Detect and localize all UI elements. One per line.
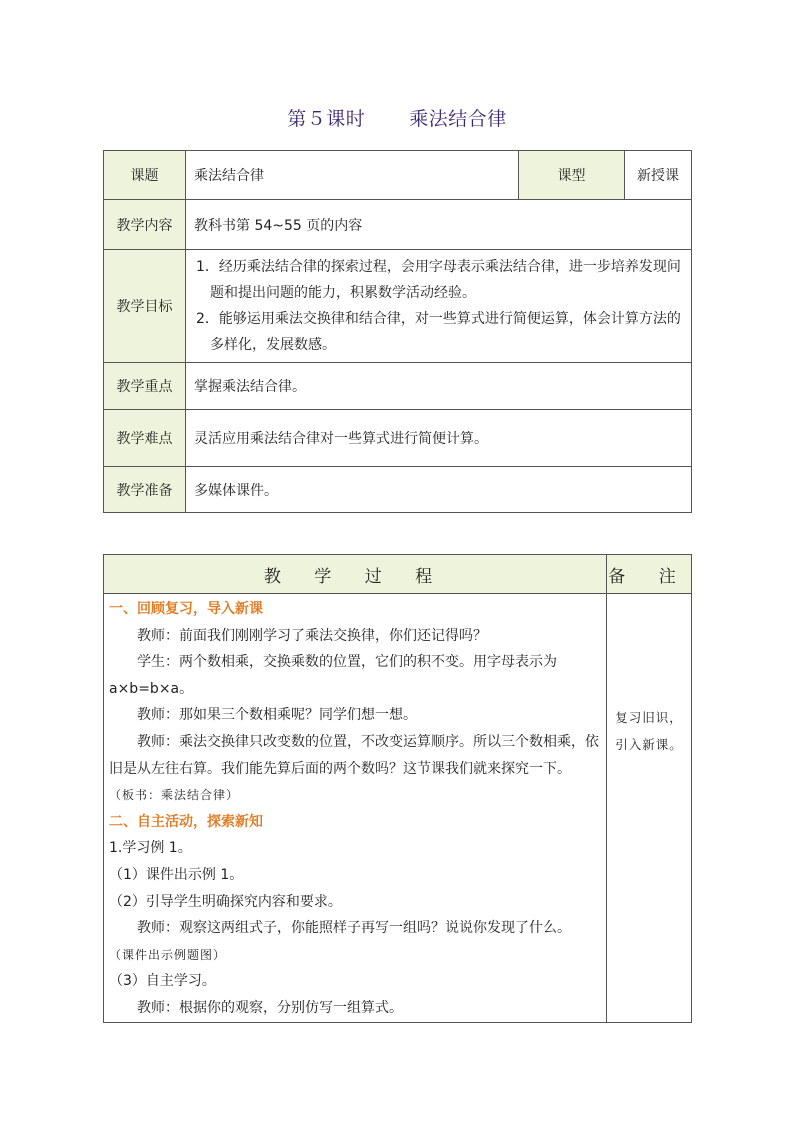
note-line: 复习旧识， bbox=[615, 710, 683, 725]
process-line: 学生：两个数相乘，交换乘数的位置，它们的积不变。用字母表示为 a×b=b×a。 bbox=[109, 654, 557, 697]
content-label: 教学内容 bbox=[104, 200, 186, 250]
teaching-process-table bbox=[103, 554, 692, 1023]
goal-item: 2．能够运用乘法交换律和结合律，对一些算式进行简便运算，体会计算方法的多样化，发展数感。 bbox=[196, 311, 681, 353]
key-point-label: 教学重点 bbox=[104, 363, 186, 410]
content-value: 教科书第 54~55 页的内容 bbox=[186, 200, 692, 250]
preparation-value: 多媒体课件。 bbox=[186, 467, 692, 513]
lesson-topic: 乘法结合律 bbox=[409, 108, 507, 130]
key-point-value: 掌握乘法结合律。 bbox=[186, 363, 692, 410]
process-line: 教师：观察这两组式子，你能照样子再写一组吗？说说你发现了什么。 bbox=[137, 920, 571, 937]
process-line: 教师：乘法交换律只改变数的位置，不改变运算顺序。所以三个数相乘，依旧是从左往右算。我们能先算后面的两个数吗？这节课我们就来探究一下。 bbox=[109, 733, 599, 777]
type-value: 新授课 bbox=[625, 151, 692, 200]
note-line: 引入新课。 bbox=[615, 737, 683, 752]
subject-label: 课题 bbox=[104, 151, 186, 200]
process-line: （3）自主学习。 bbox=[109, 973, 216, 990]
process-line: 教师：那如果三个数相乘呢？同学们想一想。 bbox=[137, 707, 417, 724]
section-heading: 二、自主活动，探索新知 bbox=[109, 813, 263, 830]
process-line: （1）课件出示例 1。 bbox=[109, 866, 244, 883]
process-header: 教 学 过 程 bbox=[104, 555, 607, 594]
preparation-label: 教学准备 bbox=[104, 467, 186, 513]
page-title bbox=[0, 104, 794, 131]
difficulty-value: 灵活应用乘法结合律对一些算式进行简便计算。 bbox=[186, 410, 692, 467]
notes-header: 备 注 bbox=[607, 555, 692, 594]
process-line: 1.学习例 1。 bbox=[109, 840, 192, 857]
process-line: （板书：乘法结合律） bbox=[109, 788, 240, 803]
process-line: （课件出示例题图） bbox=[109, 947, 227, 962]
process-line: 教师：前面我们刚刚学习了乘法交换律，你们还记得吗？ bbox=[137, 627, 487, 644]
subject-value: 乘法结合律 bbox=[186, 151, 519, 200]
goals-cell bbox=[186, 250, 692, 363]
process-line: （2）引导学生明确探究内容和要求。 bbox=[109, 893, 342, 910]
process-line: 教师：根据你的观察，分别仿写一组算式。 bbox=[137, 999, 403, 1016]
type-label: 课型 bbox=[519, 151, 625, 200]
difficulty-label: 教学难点 bbox=[104, 410, 186, 467]
section-heading: 一、回顾复习，导入新课 bbox=[109, 601, 263, 617]
process-content bbox=[104, 594, 607, 1023]
notes-cell bbox=[607, 594, 692, 1023]
lesson-info-table bbox=[103, 150, 692, 513]
goals-label: 教学目标 bbox=[104, 250, 186, 363]
lesson-number: 第５课时 bbox=[287, 108, 366, 130]
goal-item: 1．经历乘法结合律的探索过程，会用字母表示乘法结合律，进一步培养发现问题和提出问题的能力，积累数学活动经验。 bbox=[196, 259, 681, 301]
